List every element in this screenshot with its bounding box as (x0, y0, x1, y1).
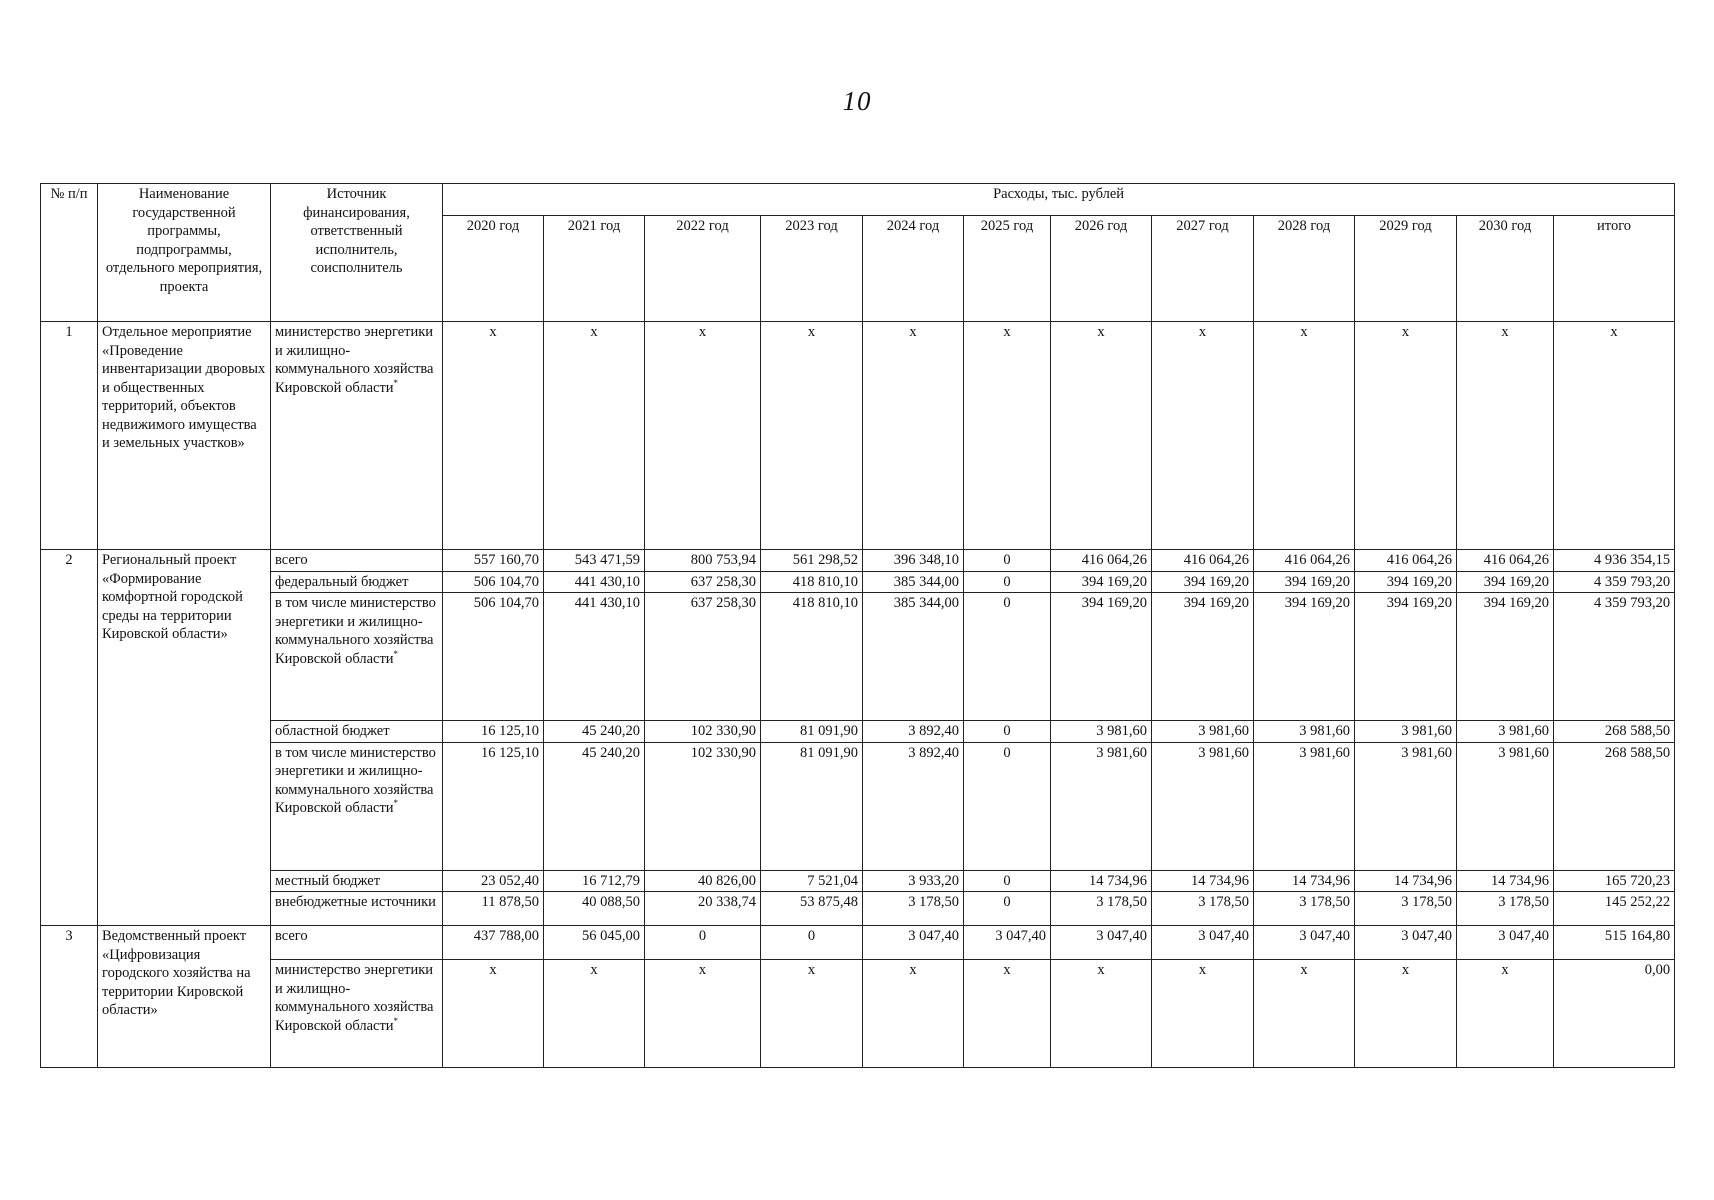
funding-source-text: местный бюджет (275, 872, 381, 889)
header-source: Источник финансирования, ответственный исполнитель, соисполнитель (271, 184, 443, 322)
year-value-cell: 416 064,26 (1355, 550, 1457, 572)
year-value-cell: 394 169,20 (1051, 593, 1152, 721)
year-value-cell: 0 (964, 593, 1051, 721)
table-row (41, 593, 1675, 721)
header-num: № п/п (41, 184, 98, 322)
year-value-cell: х (964, 960, 1051, 1068)
year-value-cell: 3 981,60 (1152, 721, 1254, 743)
table-row (41, 721, 1675, 743)
year-value-cell: 3 981,60 (1254, 721, 1355, 743)
funding-source (271, 721, 443, 743)
table-row (41, 892, 1675, 926)
year-value-cell: 16 125,10 (443, 721, 544, 743)
year-value-cell: 637 258,30 (645, 571, 761, 593)
year-value-cell: 394 169,20 (1152, 593, 1254, 721)
funding-source-text: федеральный бюджет (275, 573, 409, 590)
funding-source (271, 892, 443, 926)
year-value-cell: 20 338,74 (645, 892, 761, 926)
year-value-cell: 0 (964, 721, 1051, 743)
year-value-cell: 394 169,20 (1254, 571, 1355, 593)
year-value-cell: 3 933,20 (863, 870, 964, 892)
year-value-cell: 394 169,20 (1355, 571, 1457, 593)
funding-source-text: областной бюджет (275, 723, 390, 740)
year-value-cell: х (761, 322, 863, 550)
year-value-cell: 40 826,00 (645, 870, 761, 892)
funding-source (271, 742, 443, 870)
total-cell: 165 720,23 (1554, 870, 1675, 892)
table-row (41, 571, 1675, 593)
year-value-cell: х (645, 960, 761, 1068)
total-cell: 4 936 354,15 (1554, 550, 1675, 572)
year-value-cell: 3 981,60 (1051, 721, 1152, 743)
year-value-cell: 394 169,20 (1355, 593, 1457, 721)
table-row (41, 870, 1675, 892)
total-cell: 0,00 (1554, 960, 1675, 1068)
year-value-cell: 40 088,50 (544, 892, 645, 926)
table-row (41, 926, 1675, 960)
year-value-cell: 0 (964, 742, 1051, 870)
year-value-cell: х (544, 322, 645, 550)
year-value-cell: х (1457, 322, 1554, 550)
year-value-cell: 418 810,10 (761, 593, 863, 721)
year-value-cell: 23 052,40 (443, 870, 544, 892)
year-value-cell: х (1051, 322, 1152, 550)
year-value-cell: 3 047,40 (1152, 926, 1254, 960)
header-year: 2024 год (863, 216, 964, 322)
year-value-cell: 416 064,26 (1254, 550, 1355, 572)
header-year: 2025 год (964, 216, 1051, 322)
year-value-cell: х (1355, 960, 1457, 1068)
header-year: 2027 год (1152, 216, 1254, 322)
year-value-cell: 16 125,10 (443, 742, 544, 870)
year-value-cell: 396 348,10 (863, 550, 964, 572)
funding-source-text: в том числе министерство энергетики и жилищно-коммунального хозяйства Кировской области (275, 595, 436, 667)
footnote-mark: * (393, 1016, 399, 1026)
funding-source (271, 571, 443, 593)
year-value-cell: 416 064,26 (1051, 550, 1152, 572)
header-year: 2022 год (645, 216, 761, 322)
year-value-cell: 53 875,48 (761, 892, 863, 926)
funding-source-text: министерство энергетики и жилищно-коммунального хозяйства Кировской области (275, 324, 434, 396)
year-value-cell: 0 (964, 870, 1051, 892)
year-value-cell: 14 734,96 (1355, 870, 1457, 892)
year-value-cell: 16 712,79 (544, 870, 645, 892)
year-value-cell: 14 734,96 (1152, 870, 1254, 892)
year-value-cell: 0 (964, 550, 1051, 572)
year-value-cell: 418 810,10 (761, 571, 863, 593)
header-expenses: Расходы, тыс. рублей (443, 184, 1675, 216)
header-year: 2020 год (443, 216, 544, 322)
year-value-cell: 3 178,50 (863, 892, 964, 926)
year-value-cell: х (1355, 322, 1457, 550)
year-value-cell: 3 981,60 (1355, 721, 1457, 743)
year-value-cell: 102 330,90 (645, 721, 761, 743)
year-value-cell: 561 298,52 (761, 550, 863, 572)
total-cell: 4 359 793,20 (1554, 593, 1675, 721)
year-value-cell: 81 091,90 (761, 721, 863, 743)
year-value-cell: х (645, 322, 761, 550)
year-value-cell: 56 045,00 (544, 926, 645, 960)
header-year: итого (1554, 216, 1675, 322)
funding-source (271, 322, 443, 550)
year-value-cell: х (1152, 960, 1254, 1068)
year-value-cell: 394 169,20 (1051, 571, 1152, 593)
year-value-cell: 394 169,20 (1152, 571, 1254, 593)
total-cell: 4 359 793,20 (1554, 571, 1675, 593)
funding-source (271, 870, 443, 892)
header-year: 2023 год (761, 216, 863, 322)
year-value-cell: х (1152, 322, 1254, 550)
funding-source (271, 960, 443, 1068)
year-value-cell: 14 734,96 (1457, 870, 1554, 892)
year-value-cell: х (1254, 960, 1355, 1068)
year-value-cell: 11 878,50 (443, 892, 544, 926)
year-value-cell: х (1254, 322, 1355, 550)
total-cell: 515 164,80 (1554, 926, 1675, 960)
year-value-cell: 3 047,40 (1457, 926, 1554, 960)
year-value-cell: х (443, 322, 544, 550)
year-value-cell: 437 788,00 (443, 926, 544, 960)
header-year: 2026 год (1051, 216, 1152, 322)
year-value-cell: 394 169,20 (1457, 593, 1554, 721)
year-value-cell: 0 (761, 926, 863, 960)
year-value-cell: 3 178,50 (1457, 892, 1554, 926)
table-row (41, 960, 1675, 1068)
header-year: 2030 год (1457, 216, 1554, 322)
year-value-cell: х (1051, 960, 1152, 1068)
year-value-cell: х (443, 960, 544, 1068)
year-value-cell: 441 430,10 (544, 571, 645, 593)
footnote-mark: * (393, 648, 399, 659)
year-value-cell: 102 330,90 (645, 742, 761, 870)
year-value-cell: 3 892,40 (863, 721, 964, 743)
year-value-cell: х (544, 960, 645, 1068)
footnote-mark: * (393, 377, 399, 388)
year-value-cell: 3 981,60 (1457, 742, 1554, 870)
year-value-cell: 3 047,40 (964, 926, 1051, 960)
row-title: Ведомственный проект «Цифровизация городского хозяйства на территории Кировской области» (98, 926, 271, 1068)
year-value-cell: 394 169,20 (1254, 593, 1355, 721)
expenses-table (40, 183, 1675, 1068)
row-title: Региональный проект «Формирование комфортной городской среды на территории Кировской области» (98, 550, 271, 926)
year-value-cell: 14 734,96 (1051, 870, 1152, 892)
year-value-cell: 3 047,40 (1355, 926, 1457, 960)
year-value-cell: 800 753,94 (645, 550, 761, 572)
year-value-cell: 637 258,30 (645, 593, 761, 721)
funding-source-text: всего (275, 928, 308, 945)
year-value-cell: 394 169,20 (1457, 571, 1554, 593)
funding-source-text: внебюджетные источники (275, 894, 436, 911)
year-value-cell: 3 981,60 (1457, 721, 1554, 743)
header-year: 2028 год (1254, 216, 1355, 322)
year-value-cell: 45 240,20 (544, 721, 645, 743)
year-value-cell: х (863, 322, 964, 550)
year-value-cell: 506 104,70 (443, 593, 544, 721)
header-name: Наименование государственной программы, подпрограммы, отдельного мероприятия, проекта (98, 184, 271, 322)
year-value-cell: х (1457, 960, 1554, 1068)
year-value-cell: 3 892,40 (863, 742, 964, 870)
year-value-cell: 3 981,60 (1355, 742, 1457, 870)
year-value-cell: 14 734,96 (1254, 870, 1355, 892)
year-value-cell: 416 064,26 (1457, 550, 1554, 572)
year-value-cell: 3 047,40 (1051, 926, 1152, 960)
funding-source (271, 926, 443, 960)
year-value-cell: 3 047,40 (863, 926, 964, 960)
year-value-cell: 0 (964, 571, 1051, 593)
year-value-cell: 3 178,50 (1152, 892, 1254, 926)
total-cell: 268 588,50 (1554, 721, 1675, 743)
year-value-cell: 81 091,90 (761, 742, 863, 870)
year-value-cell: 7 521,04 (761, 870, 863, 892)
funding-source-text: министерство энергетики и жилищно-коммунального хозяйства Кировской области (275, 962, 434, 1034)
table-row (41, 742, 1675, 870)
year-value-cell: 3 981,60 (1254, 742, 1355, 870)
funding-source (271, 593, 443, 721)
row-number: 3 (41, 926, 98, 1068)
header-year: 2029 год (1355, 216, 1457, 322)
year-value-cell: 416 064,26 (1152, 550, 1254, 572)
year-value-cell: 0 (645, 926, 761, 960)
year-value-cell: 441 430,10 (544, 593, 645, 721)
funding-source-text: всего (275, 552, 308, 568)
row-number: 2 (41, 550, 98, 926)
year-value-cell: 3 047,40 (1254, 926, 1355, 960)
year-value-cell: 385 344,00 (863, 593, 964, 721)
table-row (41, 322, 1675, 550)
year-value-cell: 3 981,60 (1152, 742, 1254, 870)
total-cell: 145 252,22 (1554, 892, 1675, 926)
year-value-cell: 506 104,70 (443, 571, 544, 593)
table-row (41, 550, 1675, 572)
year-value-cell: 543 471,59 (544, 550, 645, 572)
total-cell: 268 588,50 (1554, 742, 1675, 870)
total-cell: х (1554, 322, 1675, 550)
year-value-cell: 45 240,20 (544, 742, 645, 870)
funding-source-text: в том числе министерство энергетики и жилищно-коммунального хозяйства Кировской области (275, 744, 436, 817)
year-value-cell: 3 178,50 (1051, 892, 1152, 926)
year-value-cell: 3 981,60 (1051, 742, 1152, 870)
row-title: Отдельное мероприятие «Проведение инвентаризации дворовых и общественных территорий, объектов недвижимого имущества и земельных участков» (98, 322, 271, 550)
year-value-cell: х (964, 322, 1051, 550)
funding-source (271, 550, 443, 572)
row-number: 1 (41, 322, 98, 550)
year-value-cell: х (863, 960, 964, 1068)
year-value-cell: х (761, 960, 863, 1068)
year-value-cell: 0 (964, 892, 1051, 926)
header-year: 2021 год (544, 216, 645, 322)
footnote-mark: * (393, 798, 399, 809)
year-value-cell: 557 160,70 (443, 550, 544, 572)
page-number: 10 (842, 86, 872, 116)
year-value-cell: 385 344,00 (863, 571, 964, 593)
year-value-cell: 3 178,50 (1254, 892, 1355, 926)
year-value-cell: 3 178,50 (1355, 892, 1457, 926)
